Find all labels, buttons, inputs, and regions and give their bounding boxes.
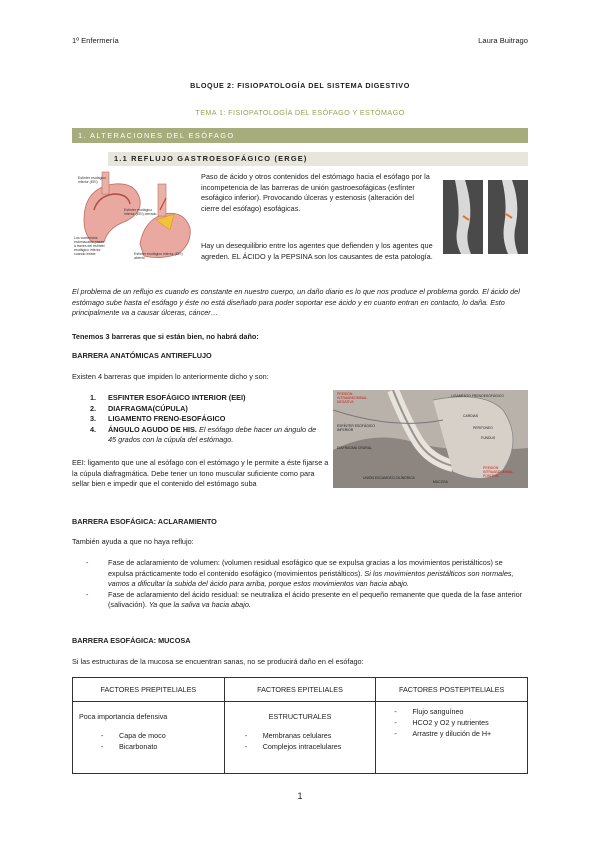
fig2-label-d: ESFÍNTER ESOFÁGICO INFERIOR — [337, 424, 375, 432]
barriers-intro: Tenemos 3 barreras que si están bien, no habrá daño: — [72, 332, 259, 341]
anatomical-barriers-list — [90, 393, 326, 446]
table-cell-postepithelial: - Flujo sanguíneo - HCO2 y O2 y nutrientes - Arrastre y dilución de H+ — [376, 702, 528, 774]
fig1-label-a: Esfínter esofágico inferior (EEI) — [78, 176, 107, 184]
table-header: FACTORES PREPITELIALES — [73, 678, 225, 702]
block-title: BLOQUE 2: FISIOPATOLOGÍA DEL SISTEMA DIGESTIVO — [190, 81, 410, 90]
fig1-label-b: Esfínter esofágico inferior (EEI) cerrado — [124, 208, 157, 216]
fig2-label-g: DIAFRAGMA CRURAL — [337, 446, 372, 450]
table-header: FACTORES POSTEPITELIALES — [376, 678, 528, 702]
list-item: 2. DIAFRAGMA(CÚPULA) — [90, 403, 188, 413]
barrier-anatomical-title: BARRERA ANATÓMICAS ANTIREFLUJO — [72, 351, 212, 360]
list-item: 1. ESFINTER ESOFÁGICO INTERIOR (EEI) — [90, 393, 246, 402]
anatomy-diagram — [333, 390, 528, 488]
section-heading: 1. ALTERACIONES DEL ESÓFAGO — [72, 128, 528, 143]
fig2-label-e: PERITONEO — [473, 426, 493, 430]
table-cell-preepithelial: Poca importancia defensiva - Capa de moco - Bicarbonato — [73, 702, 225, 774]
table-cell-epithelial: ESTRUCTURALES - Membranas celulares - Complejos intracelulares — [224, 702, 376, 774]
barrier-mucosa-title: BARRERA ESOFÁGICA: MUCOSA — [72, 636, 191, 645]
header-left: 1º Enfermería — [72, 36, 119, 45]
reflux-explanation: El problema de un reflujo es cuando es constante en nuestro cuerpo, un daño diario es lo que nos produce el problema gordo. El ácido del estómago sube hasta el esófago y éste no está diseñado para poder soportar ese ácido y en cuanto entran en contacto, lo daña. Esto principalmente va a causar úlceras, cáncer… — [72, 287, 520, 318]
subsection-heading: 1.1 REFLUJO GASTROESOFÁGICO (ERGE) — [108, 152, 528, 166]
fig2-label-f: FUNDUS — [481, 436, 496, 440]
eei-definition: EEI: ligamento que une al esófago con el estómago y le permite a éste fijarse a la cúpula diafragmática. Debe tener un tono muscular suficiente como para sellar bien e impedir que el contenido del estómago suba — [72, 458, 329, 489]
list-item: 4. ÁNGULO AGUDO DE HIS. El esófago debe hacer un ángulo de 45 grados con la cúpula del estómago. — [90, 424, 317, 445]
fig2-label-b: LIGAMENTO FRENOESOFÁGICO — [451, 394, 504, 398]
fig1-label-c: Esfínter esofágico inferior (EEI) abierto — [134, 252, 183, 260]
list-item: - Fase de aclaramiento del ácido residual: se neutraliza el ácido presente en el pequeño remanente que queda de la fase anterior (salivación). Ya que la saliva va hacia abajo. — [86, 589, 523, 610]
header-right: Laura Buitrago — [478, 36, 528, 45]
intro-paragraph-2: Hay un desequilibrio entre los agentes que defienden y los agentes que agreden. EL ÁCIDO y la PEPSINA son los causantes de esta patología. — [201, 241, 433, 261]
clearance-list — [86, 558, 528, 611]
table-header: FACTORES EPITELIALES — [224, 678, 376, 702]
intro-paragraph-1: Paso de ácido y otros contenidos del estómago hacia el esófago por la incompetencia de las barreras de unión gastroesofágicas (esfínter esofágico inferior). Provocando úlceras y estenosis (alteración del cierre del esófago) esofágicas. — [201, 172, 430, 213]
fig2-label-h: PRESIÓN INTRAABDOMINAL POSITIVA — [483, 466, 514, 478]
fig2-label-j: MUCOSA — [433, 480, 448, 484]
fig2-label-a: PRESIÓN INTRAABDOMINAL NEGATIVA — [337, 392, 368, 404]
fig1-label-d: Los contenidos estomacales pasan a través del esfínter esofágico inferior cuando existe — [74, 236, 105, 256]
fig2-label-i: UNIÓN ESCAMOSO-CILÍNDRICA — [363, 476, 415, 480]
barrier-clearance-title: BARRERA ESOFÁGICA: ACLARAMIENTO — [72, 517, 217, 526]
xray-image-right — [488, 180, 528, 254]
barrier-mucosa-intro: Si las estructuras de la mucosa se encuentran sanas, no se producirá daño en el esófago: — [72, 657, 364, 666]
list-item: 3. LIGAMENTO FRENO-ESOFÁGICO — [90, 414, 226, 424]
list-item: - Fase de aclaramiento de volumen: (volumen residual esofágico que se expulsa gracias a los movimientos peristálticos) se expulsa prácticamente todo el contenido esofágico (movimientos peristálticos). Si los movimientos peristálticos son normales, vamos a dificultar la subida del ácido para arriba, porque estos movimientos van hacia abajo. — [86, 558, 514, 589]
page-number: 1 — [297, 791, 303, 801]
fig2-label-c: CARDIAS — [463, 414, 479, 418]
xray-image-left — [443, 180, 483, 254]
barrier-anatomical-intro: Existen 4 barreras que impiden lo anteriormente dicho y son: — [72, 372, 269, 381]
reflux-illustration — [74, 170, 196, 262]
topic-title: TEMA 1: FISIOPATOLOGÍA DEL ESÓFAGO Y ESTÓMAGO — [195, 108, 405, 117]
mucosa-factors-table — [72, 677, 528, 774]
barrier-clearance-intro: También ayuda a que no haya reflujo: — [72, 537, 194, 546]
